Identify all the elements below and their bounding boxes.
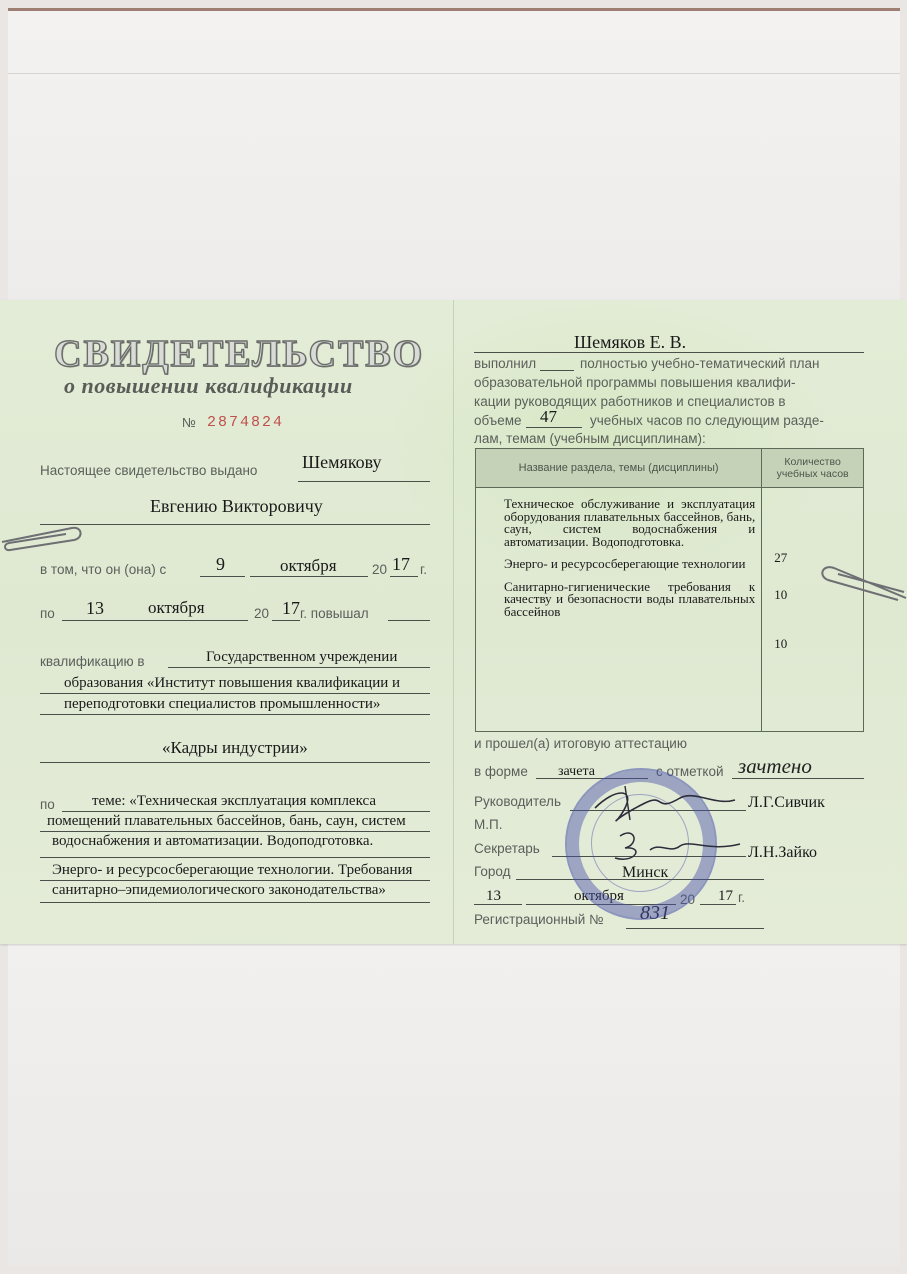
from-day: 9 <box>216 554 225 574</box>
from-label: в том, что он (она) с <box>40 562 167 577</box>
completed-line <box>540 370 574 371</box>
date-year-suffix: г. <box>738 890 746 905</box>
form-label: в форме <box>474 764 528 779</box>
date-year-prefix: 20 <box>680 892 696 907</box>
head-label: Руководитель <box>474 794 561 809</box>
topic-line-3 <box>40 857 430 858</box>
name-line <box>40 524 430 525</box>
to-tail-line <box>388 620 430 621</box>
date-year: 17 <box>718 888 733 904</box>
to-label: по <box>40 606 55 621</box>
registration-line <box>626 928 764 929</box>
form-value: зачета <box>558 764 595 779</box>
registration-number: 831 <box>640 902 670 924</box>
topic-line1: теме: «Техническая эксплуатация комплекса <box>92 793 376 809</box>
topic-line4: Энерго- и ресурсосберегающие технологии. Требования <box>52 862 413 878</box>
person-name: Шемяков Е. В. <box>574 332 687 352</box>
institution-line1: Государственном учреждении <box>206 649 398 665</box>
top-blank-page <box>8 8 900 307</box>
date-month: октября <box>574 888 624 904</box>
surname-line <box>298 481 430 482</box>
institution-line-3 <box>40 714 430 715</box>
from-month-line <box>250 576 368 577</box>
from-year-suffix: г. <box>420 562 428 577</box>
serial-number: 2874824 <box>207 414 285 431</box>
table-header-hours: Количество учебных часов <box>762 449 864 488</box>
table-row-topic: Энерго- и ресурсосберегающие технологии <box>504 556 746 571</box>
plan-text-5: лам, темам (учебным дисциплинам): <box>474 431 706 446</box>
plan-text-3: кации руководящих работников и специалистов в <box>474 394 786 409</box>
plan-text-1: полностью учебно-тематический план <box>580 356 820 371</box>
institution-line4: «Кадры индустрии» <box>162 738 308 757</box>
table-row-hours: 27 <box>774 550 788 565</box>
to-suffix: г. повышал <box>300 606 369 621</box>
table-row-hours: 10 <box>774 587 788 602</box>
plan-text-4: учебных часов по следующим разде- <box>590 413 824 428</box>
head-name: Л.Г.Сивчик <box>748 794 825 811</box>
head-signature <box>585 778 745 828</box>
mark-label: с отметкой <box>656 764 724 779</box>
recipient-name: Евгению Викторовичу <box>150 496 323 516</box>
volume-label: объеме <box>474 413 522 428</box>
recipient-surname: Шемякову <box>302 452 382 472</box>
seal-label: М.П. <box>474 817 503 832</box>
to-month-line <box>142 620 248 621</box>
hours-line <box>526 427 582 428</box>
table-row-topic: Техническое обслуживание и эксплуатация оборудования плавательных бассейнов, бань, саун, систем водоснабжения и автоматизации. Водоподготовка. <box>504 496 756 549</box>
secretary-label: Секретарь <box>474 841 540 856</box>
from-day-line <box>200 576 245 577</box>
topic-line2: помещений плавательных бассейнов, бань, саун, систем <box>47 813 406 829</box>
topic-line3: водоснабжения и автоматизации. Водоподготовка. <box>52 833 374 849</box>
table-row-topic: Санитарно-гигиенические требования к качеству и безопасности воды плавательных бассейнов <box>504 578 756 619</box>
certificate-title: СВИДЕТЕЛЬСТВО <box>54 333 425 375</box>
institution-line3: переподготовки специалистов промышленности» <box>64 696 381 712</box>
institution-line-4 <box>40 762 430 763</box>
secretary-name: Л.Н.Зайко <box>748 844 818 861</box>
date-day: 13 <box>486 888 501 904</box>
to-day: 13 <box>86 598 104 618</box>
to-year-prefix: 20 <box>254 606 270 621</box>
qualification-label: квалификацию в <box>40 654 145 669</box>
to-year: 17 <box>282 598 300 618</box>
curriculum-table <box>475 448 864 732</box>
person-line <box>474 352 864 353</box>
certificate-subtitle: о повышении квалификации <box>64 373 353 398</box>
plan-text-2: образовательной программы повышения квалифи- <box>474 375 796 390</box>
completed-label: выполнил <box>474 356 537 371</box>
topic-line-1 <box>62 811 430 812</box>
to-year-line <box>272 620 300 621</box>
bottom-blank-page <box>8 944 900 1266</box>
mark-value: зачтено <box>738 754 812 778</box>
to-month: октября <box>148 598 205 617</box>
table-topics-cell <box>476 488 762 732</box>
hours-total: 47 <box>540 407 557 426</box>
paper-clip-icon <box>0 522 86 552</box>
table-hours-cell <box>762 488 864 732</box>
center-fold <box>453 300 454 944</box>
from-month: октября <box>280 556 337 575</box>
from-year-prefix: 20 <box>372 562 388 577</box>
topic-line-2 <box>40 831 430 832</box>
table-header-topic: Название раздела, темы (дисциплины) <box>476 449 762 488</box>
to-day-line <box>62 620 142 621</box>
issued-label: Настоящее свидетельство выдано <box>40 463 258 478</box>
registration-label: Регистрационный № <box>474 912 604 927</box>
city-label: Город <box>474 864 511 879</box>
table-row-hours: 10 <box>774 636 788 651</box>
paper-clip-icon <box>818 562 907 602</box>
topic-line5: санитарно–эпидемиологического законодательства» <box>52 882 386 898</box>
topic-line-5 <box>40 902 430 903</box>
from-year-line <box>390 576 418 577</box>
secretary-signature <box>600 824 750 868</box>
topic-label: по <box>40 797 55 812</box>
from-year: 17 <box>392 554 410 574</box>
page-crease <box>8 73 900 74</box>
attestation-label: и прошел(а) итоговую аттестацию <box>474 736 687 751</box>
institution-line2: образования «Институт повышения квалификации и <box>64 675 401 691</box>
institution-line-1 <box>168 667 430 668</box>
topic-line-4 <box>40 880 430 881</box>
city-value: Минск <box>622 864 669 881</box>
certificate <box>0 300 907 944</box>
number-label: № <box>182 415 196 430</box>
institution-line-2 <box>40 693 430 694</box>
